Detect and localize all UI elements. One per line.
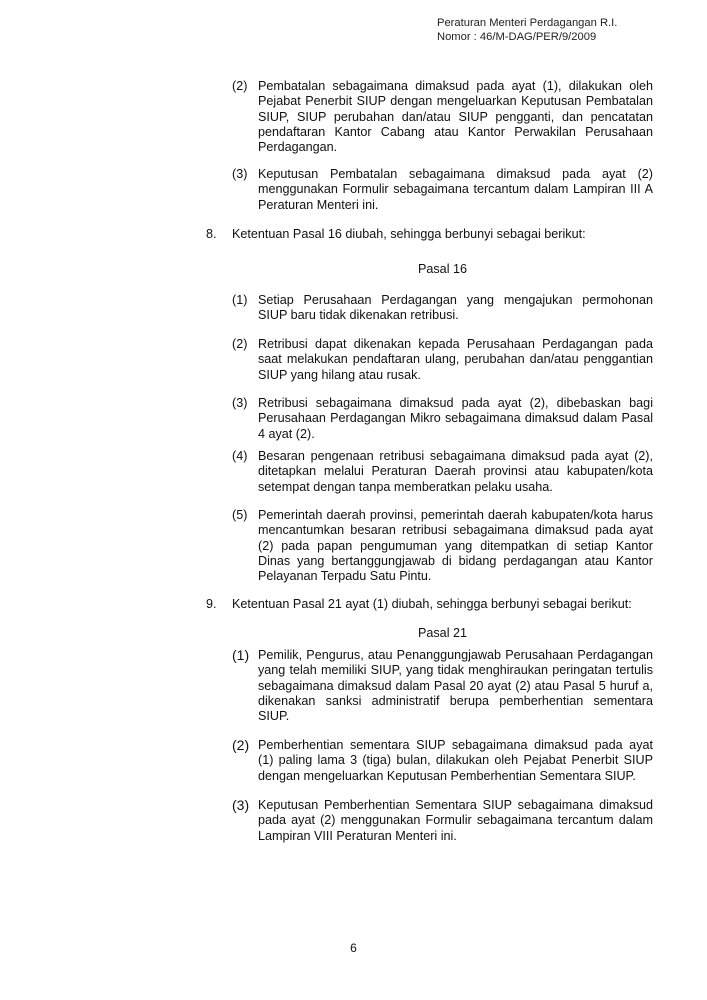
ayat-item [232,167,653,213]
ayat-number: (4) [232,449,248,463]
item-number: 8. [206,227,217,241]
ayat-item [232,449,653,495]
regulation-title: Peraturan Menteri Perdagangan R.I. [437,17,618,29]
ayat-number: (3) [232,396,248,410]
ayat-text: Pembatalan sebagaimana dimaksud pada ayat (1), dilakukan oleh Pejabat Penerbit SIUP dengan mengeluarkan Keputusan Pembatalan SIUP, SIUP perubahan dan/atau SIUP pengganti, dan pencatatan pendaftaran Kantor Cabang atau Kantor Perwakilan Perusahaan Perdagangan. [258,79,653,155]
ayat-item [232,396,653,442]
amendment-intro [206,227,666,242]
pasal-title: Pasal 16 [417,262,467,276]
ayat-item [232,337,653,383]
ayat-item [232,293,653,324]
ayat-item [232,79,653,155]
item-number: 9. [206,597,217,611]
ayat-number: (5) [232,508,248,522]
ayat-text: Keputusan Pembatalan sebagaimana dimaksud pada ayat (2) menggunakan Formulir sebagaimana tercantum dalam Lampiran III A Peraturan Menteri ini. [258,167,653,212]
ayat-number: (1) [232,647,250,663]
ayat-text: Setiap Perusahaan Perdagangan yang mengajukan permohonan SIUP baru tidak dikenakan retribusi. [258,293,653,323]
ayat-number: (2) [232,79,248,93]
pasal-title: Pasal 21 [417,626,467,640]
ayat-text: Pemerintah daerah provinsi, pemerintah daerah kabupaten/kota harus mencantumkan besaran retribusi sebagaimana dimaksud pada ayat (2) pada papan pengumuman yang ditempatkan di setiap Kantor Dinas yang bertanggungjawab di bidang perdagangan atau Kantor Pelayanan Terpadu Satu Pintu. [258,508,653,584]
amendment-intro [206,597,666,612]
page-number: 6 [350,941,357,955]
ayat-text: Pemberhentian sementara SIUP sebagaimana dimaksud pada ayat (1) paling lama 3 (tiga) bulan, dilakukan oleh Pejabat Penerbit SIUP dengan mengeluarkan Keputusan Pemberhentian Sementara SIUP. [258,738,653,783]
ayat-number: (1) [232,293,248,307]
ayat-text: Besaran pengenaan retribusi sebagaimana dimaksud pada ayat (2), ditetapkan melalui Peraturan Daerah provinsi atau kabupaten/kota setempat dengan tanpa memberatkan pelaku usaha. [258,449,653,494]
ayat-number: (2) [232,337,248,351]
ayat-number: (3) [232,167,248,181]
ayat-item [232,738,653,784]
ayat-text: Pemilik, Pengurus, atau Penanggungjawab Perusahaan Perdagangan yang telah memiliki SIUP, yang tidak menghiraukan peringatan tertulis sebagaimana dimaksud dalam Pasal 20 ayat (2) atau Pasal 5 huruf a, dikenakan sanksi administratif berupa pemberhentian sementara SIUP. [258,648,653,724]
regulation-number: Nomor : 46/M-DAG/PER/9/2009 [437,31,597,43]
ayat-text: Keputusan Pemberhentian Sementara SIUP sebagaimana dimaksud pada ayat (2) menggunakan Formulir sebagaimana tercantum dalam Lampiran VIII Peraturan Menteri ini. [258,798,653,843]
ayat-item [232,798,653,844]
ayat-item [232,648,653,724]
ayat-text: Retribusi dapat dikenakan kepada Perusahaan Perdagangan pada saat melakukan pendaftaran ulang, perubahan dan/atau penggantian SIUP yang hilang atau rusak. [258,337,653,382]
item-text: Ketentuan Pasal 16 diubah, sehingga berbunyi sebagai berikut: [232,227,586,241]
ayat-number: (3) [232,797,250,813]
ayat-item [232,508,653,584]
item-text: Ketentuan Pasal 21 ayat (1) diubah, sehingga berbunyi sebagai berikut: [232,597,632,611]
ayat-text: Retribusi sebagaimana dimaksud pada ayat (2), dibebaskan bagi Perusahaan Perdagangan Mikro sebagaimana dimaksud dalam Pasal 4 ayat (2). [258,396,653,441]
ayat-number: (2) [232,737,250,753]
document-header [437,16,617,44]
